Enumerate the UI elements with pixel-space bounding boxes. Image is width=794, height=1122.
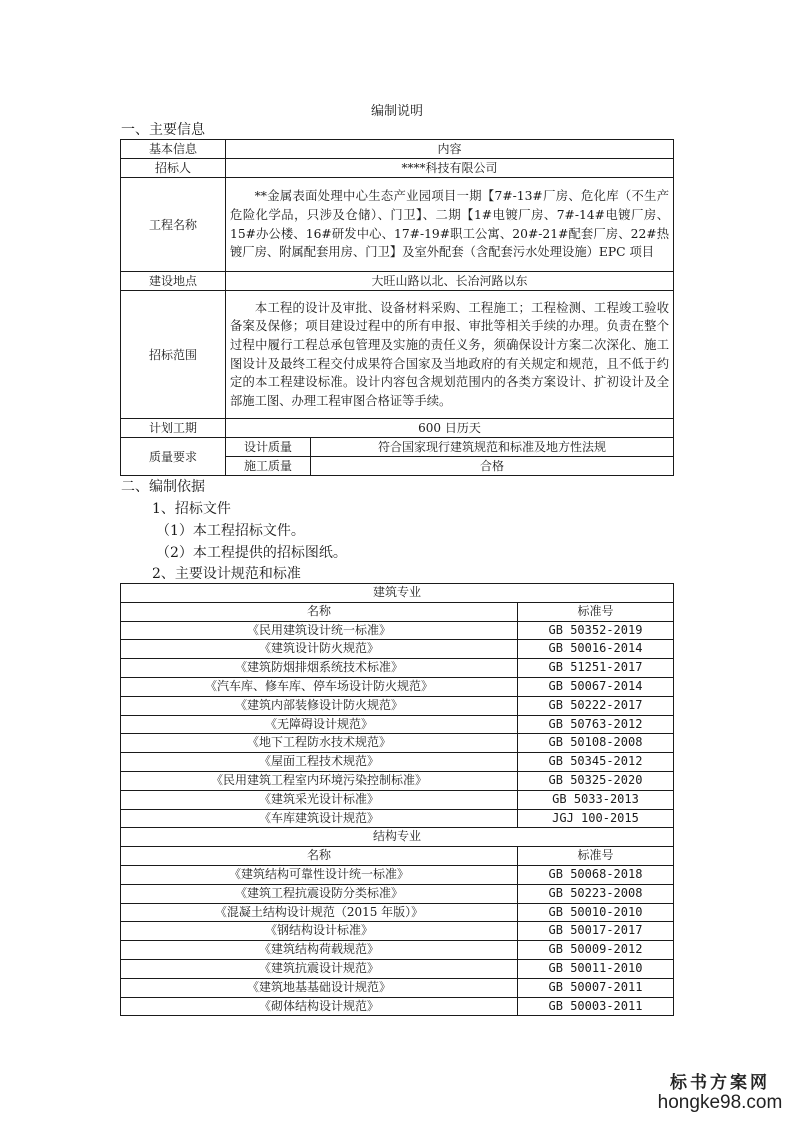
col-header-name: 名称 (121, 602, 518, 621)
location-value: 大旺山路以北、长冶河路以东 (226, 272, 674, 291)
standard-name: 《汽车库、修车库、停车场设计防火规范》 (121, 677, 518, 696)
group-title: 建筑专业 (121, 584, 674, 603)
standard-name: 《民用建筑设计统一标准》 (121, 621, 518, 640)
standard-code: GB 50108-2008 (518, 734, 674, 753)
table-row (121, 159, 674, 178)
standard-code: GB 50223-2008 (518, 884, 674, 903)
standard-code: GB 50007-2011 (518, 978, 674, 997)
section-heading-basis: 二、编制依据 (121, 479, 205, 495)
standard-code: GB 50067-2014 (518, 677, 674, 696)
subheading-standards: 2、主要设计规范和标准 (152, 566, 301, 582)
standard-code: GB 50011-2010 (518, 959, 674, 978)
location-label: 建设地点 (121, 272, 226, 291)
construction-quality-label: 施工质量 (226, 457, 311, 476)
project-value (226, 178, 674, 272)
standard-code: GB 51251-2017 (518, 659, 674, 678)
watermark-logo (655, 1068, 785, 1113)
table-row (121, 941, 674, 960)
list-item: （1）本工程招标文件。 (156, 523, 305, 539)
standard-name: 《车库建筑设计规范》 (121, 809, 518, 828)
standard-name: 《无障碍设计规范》 (121, 715, 518, 734)
header-content: 内容 (226, 140, 674, 159)
watermark-cn: 标书方案网 (670, 1073, 770, 1093)
standard-code: GB 50345-2012 (518, 753, 674, 772)
standard-code: GB 50352-2019 (518, 621, 674, 640)
standard-name: 《建筑采光设计标准》 (121, 790, 518, 809)
project-label: 工程名称 (121, 178, 226, 272)
col-header-code: 标准号 (518, 602, 674, 621)
standard-code: JGJ 100-2015 (518, 809, 674, 828)
table-row (121, 291, 674, 419)
table-row (121, 272, 674, 291)
table-row (121, 997, 674, 1016)
group-title-row (121, 828, 674, 847)
project-text: **金属表面处理中心生态产业园项目一期【7#-13#厂房、危化库（不生产危险化学品，只涉及仓储）、门卫】、二期【1#电镀厂房、7#-14#电镀厂房、15#办公楼、16#研发中心、17#-19#职工公寓、20#-21#配套厂房、22#热镀厂房、附属配套用房、门卫】及室外配套（含配套污水处理设施）EPC 项目 (230, 189, 669, 260)
standard-name: 《建筑地基基础设计规范》 (121, 978, 518, 997)
standard-code: GB 50325-2020 (518, 771, 674, 790)
standard-code: GB 50003-2011 (518, 997, 674, 1016)
table-row (121, 621, 674, 640)
table-row (121, 659, 674, 678)
col-header-name: 名称 (121, 847, 518, 866)
column-header-row (121, 602, 674, 621)
standard-name: 《建筑抗震设计规范》 (121, 959, 518, 978)
tenderer-label: 招标人 (121, 159, 226, 178)
design-quality-value: 符合国家现行建筑规范和标准及地方性法规 (311, 438, 674, 457)
scope-text: 本工程的设计及审批、设备材料采购、工程施工；工程检测、工程竣工验收备案及保修；项目建设过程中的所有申报、审批等相关手续的办理。负责在整个过程中履行工程总承包管理及实施的责任义务，须确保设计方案二次深化、施工图设计及最终工程交付成果符合国家及当地政府的有关规定和规范，且不低于约定的本工程建设标准。设计内容包含规划范围内的各类方案设计、扩初设计及全部施工图、办理工程审图合格证等手续。 (230, 300, 669, 408)
table-row (121, 677, 674, 696)
table-row (121, 178, 674, 272)
standard-name: 《混凝土结构设计规范（2015 年版）》 (121, 903, 518, 922)
standard-name: 《建筑设计防火规范》 (121, 640, 518, 659)
list-item: （2）本工程提供的招标图纸。 (156, 545, 347, 561)
standard-code: GB 50222-2017 (518, 696, 674, 715)
standard-name: 《民用建筑工程室内环境污染控制标准》 (121, 771, 518, 790)
section-heading-main-info: 一、主要信息 (121, 122, 205, 138)
standard-name: 《建筑结构可靠性设计统一标准》 (121, 865, 518, 884)
table-row (121, 734, 674, 753)
header-basic-info: 基本信息 (121, 140, 226, 159)
column-header-row (121, 847, 674, 866)
standard-name: 《屋面工程技术规范》 (121, 753, 518, 772)
standard-name: 《钢结构设计标准》 (121, 922, 518, 941)
subheading-tender-docs: 1、招标文件 (152, 501, 231, 517)
standard-code: GB 50016-2014 (518, 640, 674, 659)
standard-code: GB 50068-2018 (518, 865, 674, 884)
table-row (121, 809, 674, 828)
document-title: 编制说明 (370, 104, 423, 119)
main-info-table (120, 139, 674, 476)
table-row (121, 790, 674, 809)
scope-label: 招标范围 (121, 291, 226, 419)
standards-table (120, 583, 674, 1016)
table-row (121, 978, 674, 997)
watermark-en: hongke98.com (657, 1092, 783, 1113)
design-quality-label: 设计质量 (226, 438, 311, 457)
table-row (121, 884, 674, 903)
standard-name: 《建筑结构荷载规范》 (121, 941, 518, 960)
standard-name: 《砌体结构设计规范》 (121, 997, 518, 1016)
standard-code: GB 50010-2010 (518, 903, 674, 922)
construction-quality-value: 合格 (311, 457, 674, 476)
standard-code: GB 50009-2012 (518, 941, 674, 960)
standard-name: 《建筑防烟排烟系统技术标准》 (121, 659, 518, 678)
table-row (121, 438, 674, 457)
standard-name: 《地下工程防水技术规范》 (121, 734, 518, 753)
group-title-row (121, 584, 674, 603)
standard-name: 《建筑工程抗震设防分类标准》 (121, 884, 518, 903)
col-header-code: 标准号 (518, 847, 674, 866)
standard-name: 《建筑内部装修设计防火规范》 (121, 696, 518, 715)
quality-label: 质量要求 (121, 438, 226, 476)
table-row (121, 715, 674, 734)
table-row (121, 753, 674, 772)
table-header-row (121, 140, 674, 159)
group-title: 结构专业 (121, 828, 674, 847)
tenderer-value: ****科技有限公司 (226, 159, 674, 178)
standard-code: GB 5033-2013 (518, 790, 674, 809)
standard-code: GB 50017-2017 (518, 922, 674, 941)
table-row (121, 922, 674, 941)
scope-value (226, 291, 674, 419)
table-row (121, 640, 674, 659)
table-row (121, 865, 674, 884)
table-row (121, 771, 674, 790)
table-row (121, 419, 674, 438)
table-row (121, 696, 674, 715)
table-row (121, 903, 674, 922)
standard-code: GB 50763-2012 (518, 715, 674, 734)
period-value: 600 日历天 (226, 419, 674, 438)
period-label: 计划工期 (121, 419, 226, 438)
table-row (121, 959, 674, 978)
